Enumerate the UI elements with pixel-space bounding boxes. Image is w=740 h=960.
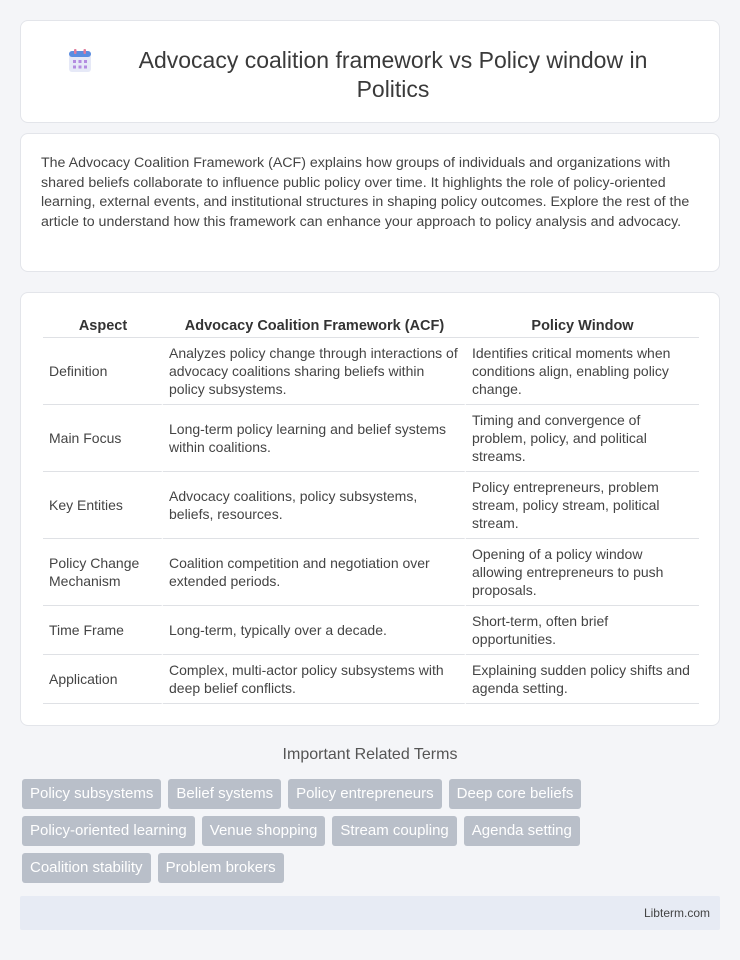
related-term-tag[interactable]: Problem brokers — [158, 853, 284, 883]
header-policy-window: Policy Window — [466, 311, 699, 338]
cell-aspect: Main Focus — [43, 405, 163, 472]
related-term-tag[interactable]: Belief systems — [168, 779, 281, 809]
cell-policy-window: Identifies critical moments when conditions align, enabling policy change. — [466, 338, 699, 405]
footer-brand-link[interactable]: Libterm.com — [643, 906, 710, 920]
table-row — [43, 472, 699, 539]
cell-policy-window: Policy entrepreneurs, problem stream, policy stream, political stream. — [466, 472, 699, 539]
table-row — [43, 655, 699, 704]
cell-acf: Analyzes policy change through interactions of advocacy coalitions sharing beliefs within policy subsystems. — [163, 338, 466, 405]
cell-aspect: Time Frame — [43, 606, 163, 655]
cell-acf: Complex, multi-actor policy subsystems with deep belief conflicts. — [163, 655, 466, 704]
cell-aspect: Application — [43, 655, 163, 704]
header-card — [20, 20, 720, 123]
intro-paragraph: The Advocacy Coalition Framework (ACF) explains how groups of individuals and organizations with shared beliefs collaborate to influence public policy over time. It highlights the role of policy-oriented learning, external events, and institutional structures in shaping policy outcomes. Explore the rest of the article to understand how this framework can enhance your approach to policy analysis and advocacy. — [41, 155, 690, 230]
related-term-tag[interactable]: Stream coupling — [332, 816, 456, 846]
cell-policy-window: Explaining sudden policy shifts and agenda setting. — [466, 655, 699, 704]
table-row — [43, 539, 699, 606]
cell-aspect: Definition — [43, 338, 163, 405]
cell-acf: Long-term, typically over a decade. — [163, 606, 466, 655]
table-header-row — [43, 311, 699, 338]
related-term-tag[interactable]: Deep core beliefs — [449, 779, 582, 809]
intro-card — [20, 133, 720, 272]
cell-policy-window: Short-term, often brief opportunities. — [466, 606, 699, 655]
calendar-icon — [67, 48, 93, 74]
related-term-tag[interactable]: Policy subsystems — [22, 779, 161, 809]
cell-acf: Advocacy coalitions, policy subsystems, beliefs, resources. — [163, 472, 466, 539]
comparison-card — [20, 292, 720, 726]
footer — [20, 896, 720, 930]
header-aspect: Aspect — [43, 311, 163, 338]
related-term-tag[interactable]: Coalition stability — [22, 853, 151, 883]
related-term-tag[interactable]: Agenda setting — [464, 816, 580, 846]
cell-acf: Long-term policy learning and belief systems within coalitions. — [163, 405, 466, 472]
cell-aspect: Policy Change Mechanism — [43, 539, 163, 606]
table-row — [43, 606, 699, 655]
cell-aspect: Key Entities — [43, 472, 163, 539]
comparison-table — [43, 311, 699, 704]
cell-policy-window: Opening of a policy window allowing entrepreneurs to push proposals. — [466, 539, 699, 606]
table-row — [43, 405, 699, 472]
related-term-tag[interactable]: Policy entrepreneurs — [288, 779, 442, 809]
related-term-tag[interactable]: Policy-oriented learning — [22, 816, 195, 846]
related-terms-list — [22, 779, 722, 890]
page-title: Advocacy coalition framework vs Policy window in Politics — [138, 47, 648, 102]
cell-acf: Coalition competition and negotiation over extended periods. — [163, 539, 466, 606]
cell-policy-window: Timing and convergence of problem, policy, and political streams. — [466, 405, 699, 472]
header-acf: Advocacy Coalition Framework (ACF) — [163, 311, 466, 338]
related-term-tag[interactable]: Venue shopping — [202, 816, 326, 846]
related-terms-title: Important Related Terms — [282, 746, 458, 763]
table-row — [43, 338, 699, 405]
